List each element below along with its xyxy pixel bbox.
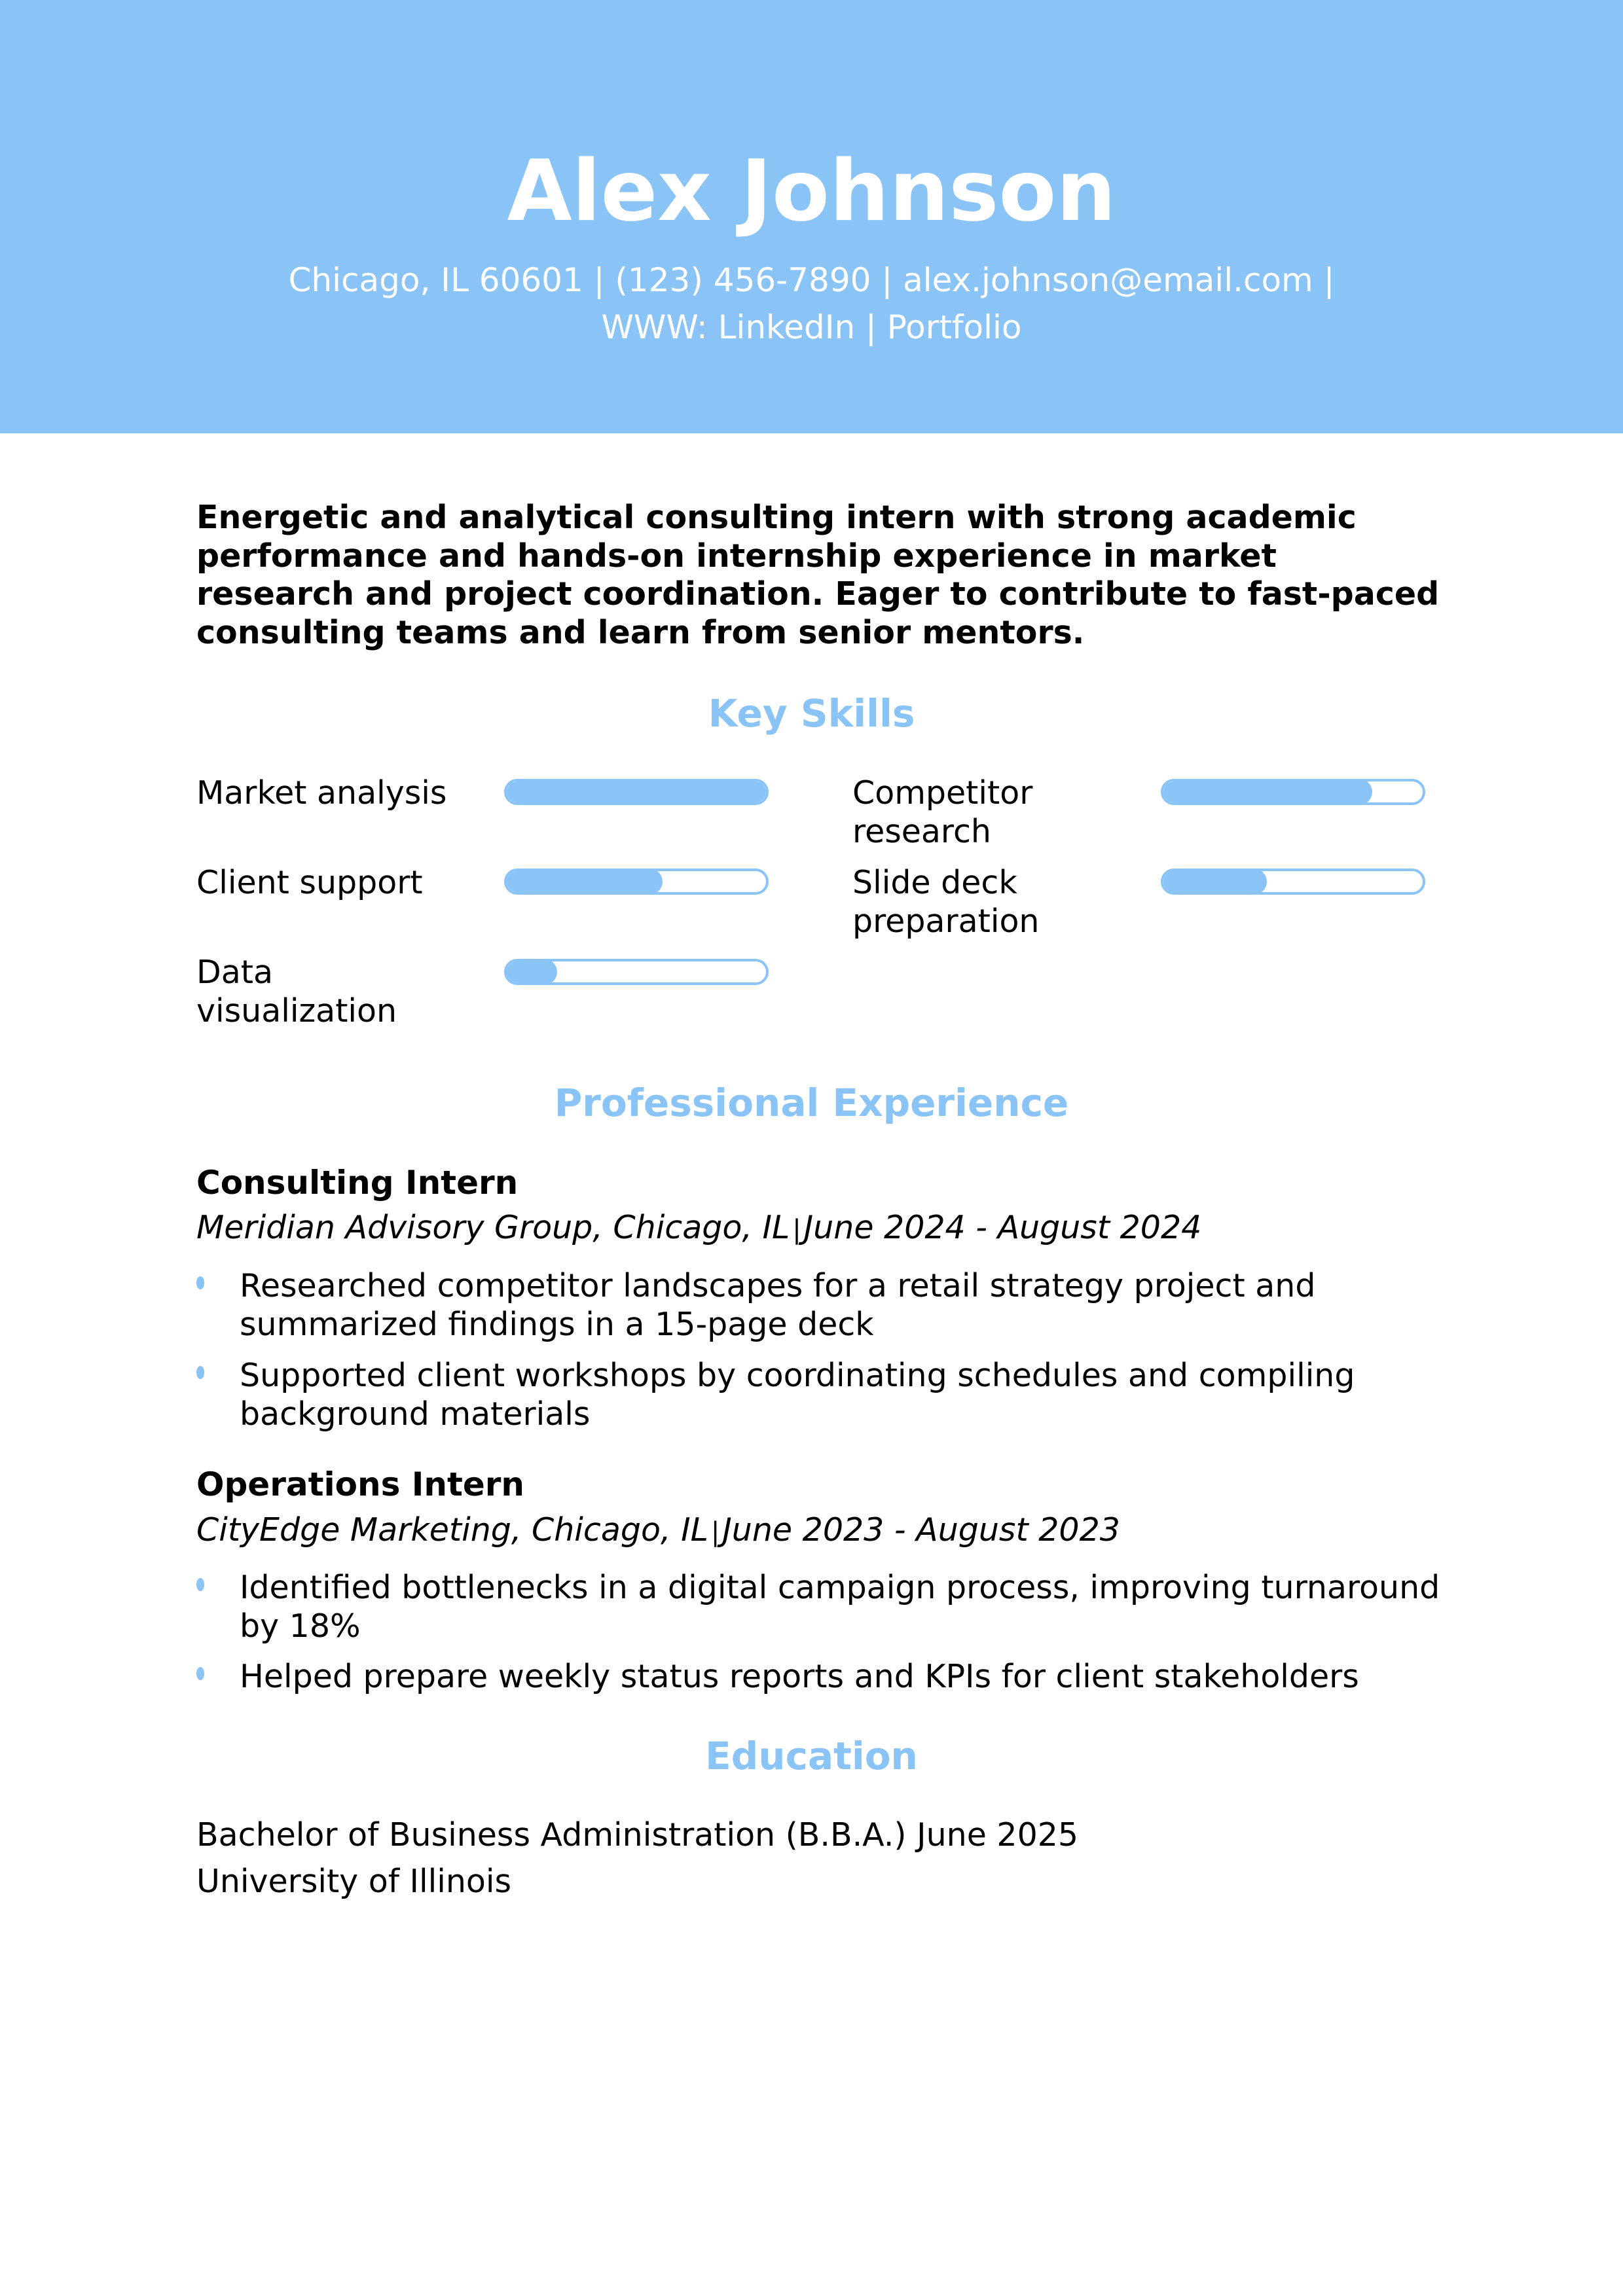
job-meta-separator: | [710, 1517, 720, 1547]
job-company: CityEdge Marketing, Chicago, IL [196, 1511, 708, 1549]
job-dates: June 2023 - August 2023 [722, 1511, 1120, 1549]
education-degree-line [196, 1816, 1078, 1855]
web-links-prefix: WWW: [601, 308, 718, 346]
job-company: Meridian Advisory Group, Chicago, IL [196, 1209, 790, 1246]
skill-label: Market analysis [196, 774, 447, 812]
section-title-key-skills: Key Skills [708, 691, 915, 736]
skill-label: Competitor research [852, 774, 1033, 850]
resume-header [0, 0, 1623, 433]
skill-bar [1161, 779, 1425, 805]
candidate-name: Alex Johnson [507, 143, 1116, 240]
skill-bar [1161, 869, 1425, 895]
web-links [0, 304, 1623, 350]
bullet-icon [196, 1276, 204, 1289]
job-title: Consulting Intern [196, 1164, 519, 1202]
skill-label: Data visualization [196, 954, 397, 1030]
job-meta-separator: | [792, 1215, 801, 1245]
graduation-date: June 2025 [917, 1816, 1079, 1854]
bullet-icon [196, 1667, 204, 1680]
skill-bar-fill [1161, 869, 1267, 895]
skill-bar-fill [504, 959, 557, 985]
skill-label: Client support [196, 864, 423, 901]
section-title-experience: Professional Experience [554, 1081, 1069, 1125]
skill-bar-fill [504, 779, 769, 805]
portfolio-link[interactable]: Portfolio [886, 308, 1022, 346]
skill-bar-fill [1161, 779, 1372, 805]
job-meta [196, 1208, 1201, 1249]
skill-bar [504, 869, 769, 895]
section-title-education: Education [705, 1734, 918, 1778]
job-title: Operations Intern [196, 1465, 525, 1503]
linkedin-link[interactable]: LinkedIn [718, 308, 856, 346]
professional-summary: Energetic and analytical consulting intern with strong academic performance and hands-on internship experience in market research and project coordination. Eager to contribute to fast-paced consulting teams and learn from senior mentors. [196, 499, 1440, 651]
bullet-icon [196, 1578, 204, 1591]
bullet-icon [196, 1366, 204, 1379]
job-dates: June 2024 - August 2024 [803, 1209, 1202, 1246]
degree: Bachelor of Business Administration (B.B.A.) [196, 1816, 907, 1854]
school-name: University of Illinois [196, 1863, 512, 1900]
skill-label: Slide deck preparation [852, 864, 1040, 940]
skill-bar-fill [504, 869, 663, 895]
skill-bar [504, 959, 769, 985]
link-separator: | [855, 308, 887, 346]
contact-info: Chicago, IL 60601 | (123) 456-7890 | alex.johnson@email.com | [288, 261, 1335, 299]
skill-bar [504, 779, 769, 805]
job-meta [196, 1511, 1120, 1552]
